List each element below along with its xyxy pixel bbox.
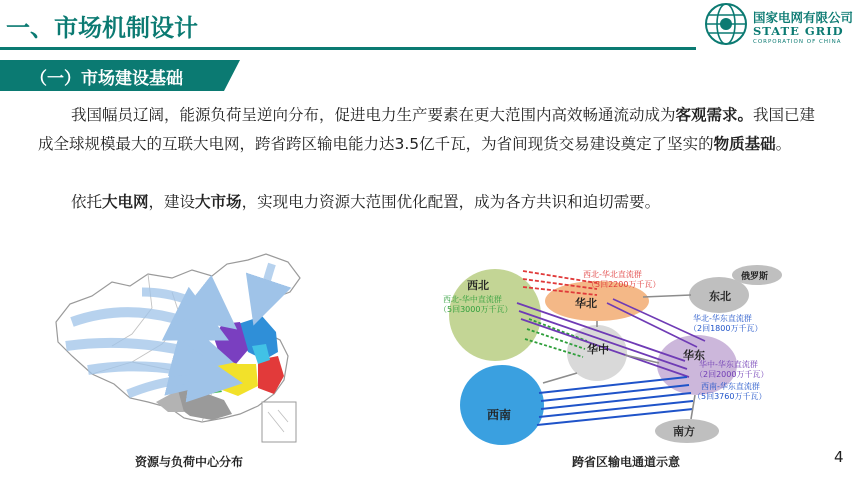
paragraph-1-text-b: 我国已建成全球规模最大的互联大电网，跨省跨区输电能力达3.5亿千瓦，为省间现货交易建设奠定了坚实的 xyxy=(38,106,816,153)
title-divider xyxy=(0,47,696,50)
region-nanfang-label: 南方 xyxy=(673,425,695,438)
paragraph-1-bold-b: 物质基础 xyxy=(713,135,776,153)
logo-english-name: STATE GRID xyxy=(753,24,844,38)
logo-chinese-name: 国家电网有限公司 xyxy=(753,10,854,25)
paragraph-2-bold-a: 大电网 xyxy=(102,193,149,211)
paragraph-1-text-a: 我国幅员辽阔，能源负荷呈逆向分布，促进电力生产要素在更大范围内高效畅通流动成为 xyxy=(71,106,676,124)
paragraph-1-text-c: 。 xyxy=(775,135,792,153)
cluster-xibei-huabei-name: 西北-华北直流群 xyxy=(583,270,642,279)
globe-icon xyxy=(704,2,748,46)
region-huazhong-label: 华中 xyxy=(587,343,609,356)
state-grid-logo xyxy=(704,2,864,48)
region-xinan-label: 西南 xyxy=(487,408,512,422)
region-xibei-shape xyxy=(449,269,541,361)
page-title: 一、市场机制设计 xyxy=(6,14,198,42)
cluster-huabei-huadong-name: 华北-华东直流群 xyxy=(693,314,752,323)
cluster-huazhong-huadong-name: 华中-华东直流群 xyxy=(699,360,758,369)
resource-load-map xyxy=(52,252,352,448)
section-heading: （一）市场建设基础 xyxy=(30,69,183,89)
paragraph-2-bold-b: 大市场 xyxy=(195,193,242,211)
region-xibei-label: 西北 xyxy=(467,279,489,292)
cluster-xibei-huazhong-detail: （5回3000万千瓦） xyxy=(439,305,513,314)
south-sea-inset xyxy=(262,402,296,442)
figure-left-caption: 资源与负荷中心分布 xyxy=(135,455,244,469)
cluster-huabei-huadong-detail: （2回1800万千瓦） xyxy=(689,324,763,333)
cluster-xibei-huazhong-name: 西北-华中直流群 xyxy=(443,295,502,304)
region-dongbei-label: 东北 xyxy=(709,290,731,303)
cluster-huazhong-huadong-detail: （2回2000万千瓦） xyxy=(695,370,769,379)
transmission-channel-map xyxy=(439,255,787,450)
paragraph-2-text-b: ，建设 xyxy=(148,193,196,211)
cluster-xinan-huadong-detail: （5回3760万千瓦） xyxy=(693,392,767,401)
region-huabei-label: 华北 xyxy=(575,297,597,310)
logo-english-subtitle: CORPORATION OF CHINA xyxy=(753,39,842,45)
region-huadong-label: 华东 xyxy=(683,349,705,362)
paragraph-2 xyxy=(38,188,828,217)
paragraph-1 xyxy=(38,101,828,159)
cluster-xibei-huabei-detail: （3回2200万千瓦） xyxy=(587,280,661,289)
cluster-xinan-huadong-name: 西南-华东直流群 xyxy=(701,382,760,391)
figure-right-caption: 跨省区输电通道示意 xyxy=(572,455,681,469)
region-xinan-shape xyxy=(460,365,544,445)
page-number: 4 xyxy=(834,448,844,466)
paragraph-2-text-a: 依托 xyxy=(71,193,103,211)
paragraph-1-bold-a: 客观需求。 xyxy=(675,106,754,124)
region-russia-label: 俄罗斯 xyxy=(741,272,769,282)
paragraph-2-text-c: ，实现电力资源大范围优化配置，成为各方共识和迫切需要。 xyxy=(241,193,661,211)
